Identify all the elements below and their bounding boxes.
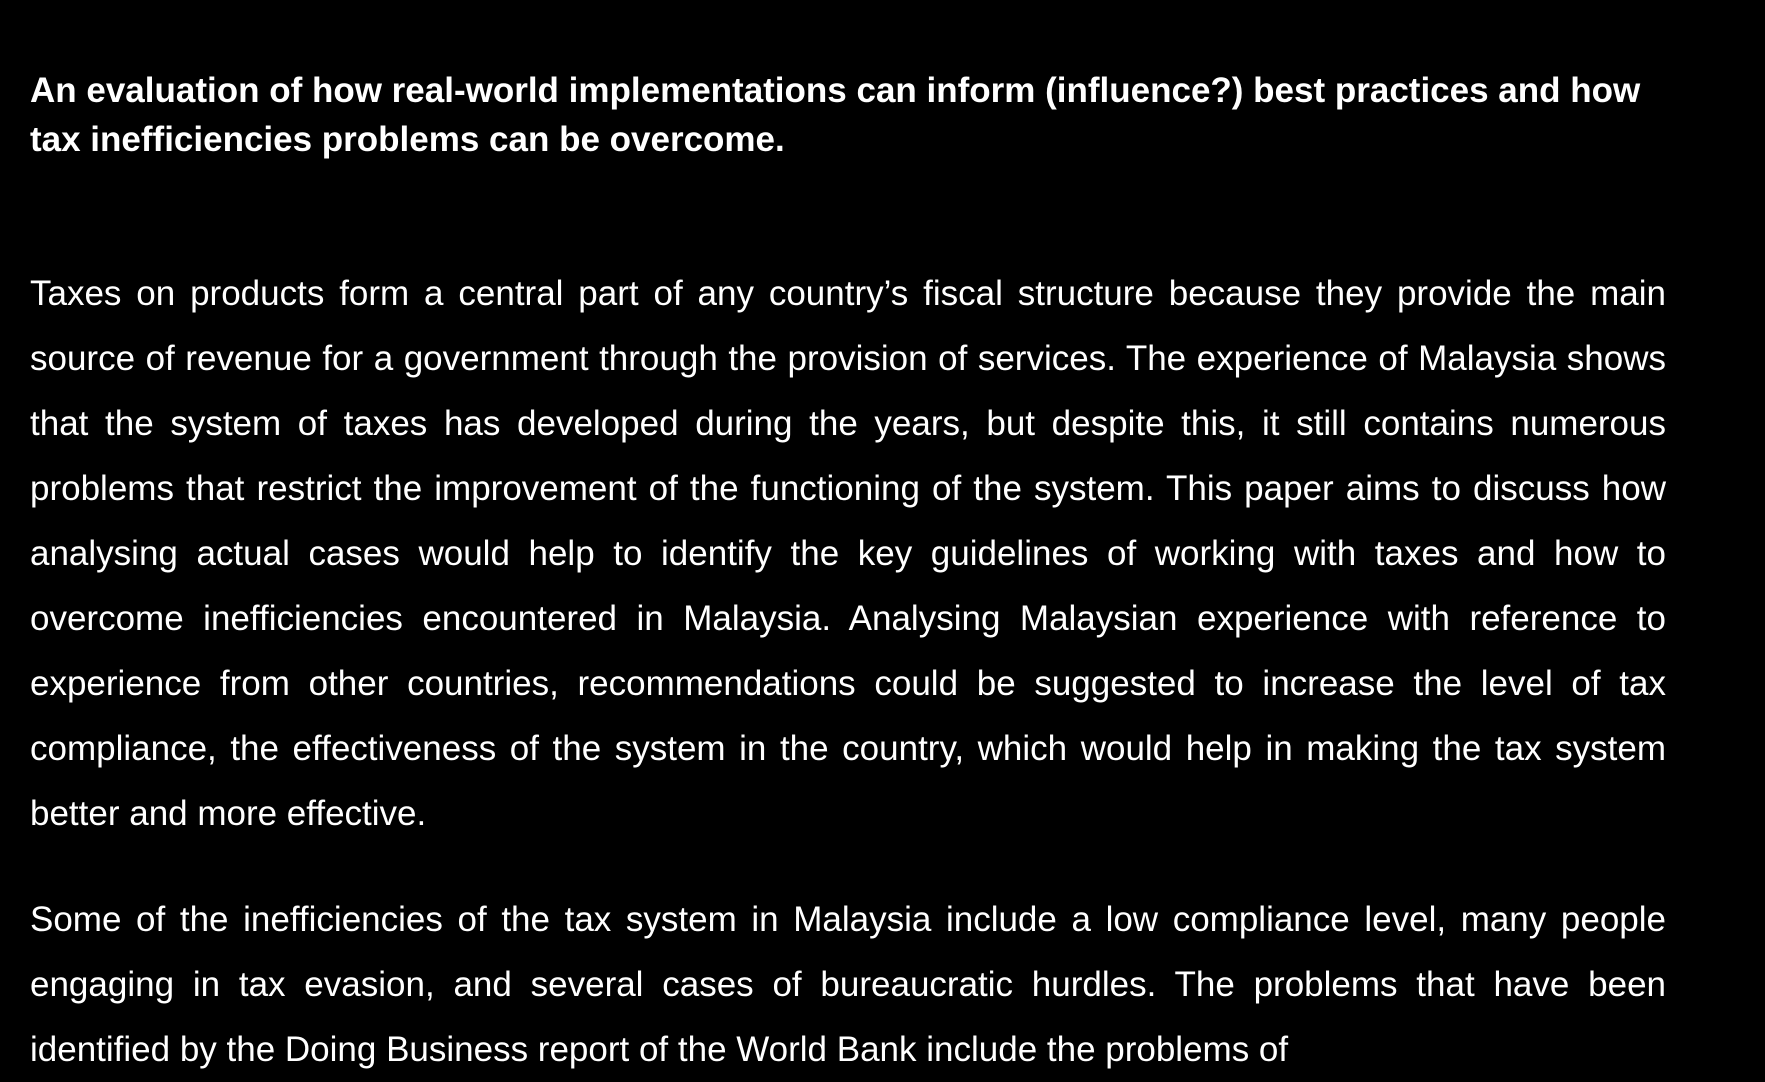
document-page xyxy=(30,66,1666,1082)
paragraph-inefficiencies: Some of the inefficiencies of the tax system in Malaysia include a low compliance level, many people engaging in tax evasion, and several cases of bureaucratic hurdles. The problems that have been identified by the Doing Business report of the World Bank include the problems of xyxy=(30,900,1666,1069)
paragraph-intro: Taxes on products form a central part of any country’s fiscal structure because they provide the main source of revenue for a government through the provision of services. The experience of Malaysia shows that the system of taxes has developed during the years, but despite this, it still contains numerous problems that restrict the improvement of the functioning of the system. This paper aims to discuss how analysing actual cases would help to identify the key guidelines of working with taxes and how to overcome inefficiencies encountered in Malaysia. Analysing Malaysian experience with reference to experience from other countries, recommendations could be suggested to increase the level of tax compliance, the effectiveness of the system in the country, which would help in making the tax system better and more effective. xyxy=(30,274,1666,833)
document-heading: An evaluation of how real-world implementations can inform (influence?) best practices and how tax inefficiencies problems can be overcome. xyxy=(30,71,1641,159)
